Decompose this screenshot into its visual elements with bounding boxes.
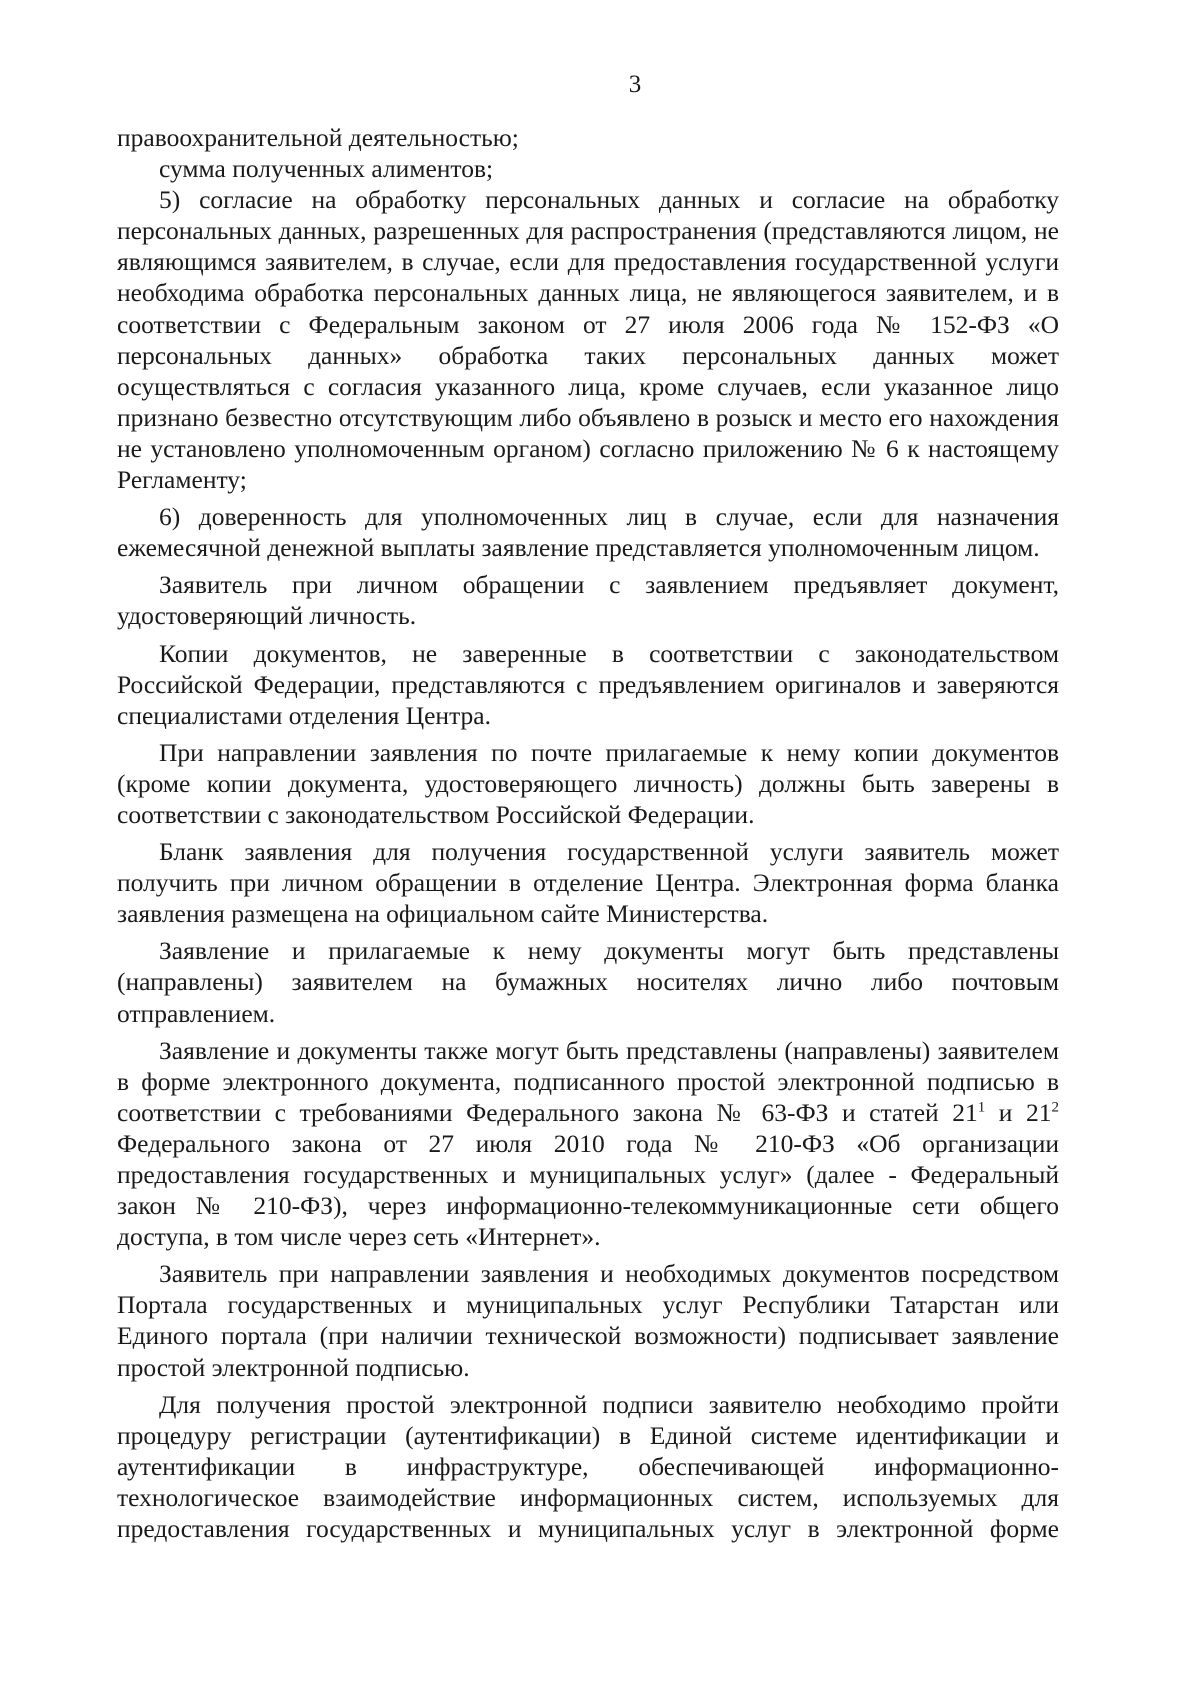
electronic-text-part-1: Заявление и документы также могут быть представлены (направлены) заявителем в форме электронного документа, подписанного простой электронной подписью в соответствии с требованиями Федерального закона № 63-ФЗ и статей 21 (117, 1035, 1059, 1127)
electronic-text-part-3: Федерального закона от 27 июля 2010 года № 210-ФЗ «Об организации предоставления государственных и муниципальных услуг» (далее - Федеральный закон № 210-ФЗ), через информационно-телекоммуникационные сети общего доступа, в том числе через сеть «Интернет». (117, 1128, 1059, 1252)
paragraph-item-5-consent: 5) согласие на обработку персональных данных и согласие на обработку персональных данных, разрешенных для распространения (представляются лицом, не являющимся заявителем, в случае, если для предоставления государственной услуги необходима обработка персональных данных лица, не являющегося заявителем, и в соответствии с Федеральным законом от 27 июля 2006 года № 152-ФЗ «О персональных данных» обработка таких персональных данных может осуществляться с согласия указанного лица, кроме случаев, если указанное лицо признано безвестно отсутствующим либо объявлено в розыск и место его нахождения не установлено уполномоченным органом) согласно приложению № 6 к настоящему Регламенту; (117, 185, 1059, 495)
paragraph-postal-submission: При направлении заявления по почте прилагаемые к нему копии документов (кроме копии документа, удостоверяющего личность) должны быть заверены в соответствии с законодательством Российской Федерации. (117, 737, 1059, 829)
superscript-1: 1 (977, 1099, 986, 1116)
paragraph-portal-signature: Заявитель при направлении заявления и необходимых документов посредством Портала государственных и муниципальных услуг Республики Татарстан или Единого портала (при наличии технической возможности) подписывает заявление простой электронной подписью. (117, 1259, 1059, 1382)
paragraph-electronic-submission (117, 1035, 1059, 1253)
electronic-text-part-2: и 21 (985, 1097, 1052, 1127)
paragraph-item-6-power-of-attorney: 6) доверенность для уполномоченных лиц в случае, если для назначения ежемесячной денежной выплаты заявление представляется уполномоченным лицом. (117, 502, 1059, 563)
page-number: 3 (628, 71, 642, 98)
paragraph-application-form: Бланк заявления для получения государственной услуги заявитель может получить при личном обращении в отделение Центра. Электронная форма бланка заявления размещена на официальном сайте Министерства. (117, 837, 1059, 929)
paragraph-paper-submission: Заявление и прилагаемые к нему документы могут быть представлены (направлены) заявителем на бумажных носителях лично либо почтовым отправлением. (117, 936, 1059, 1028)
document-body (117, 122, 1059, 1550)
paragraph-law-enforcement: правоохранительной деятельностью; (117, 123, 519, 152)
paragraph-document-copies: Копии документов, не заверенные в соответствии с законодательством Российской Федерации, представляются с предъявлением оригиналов и заверяются специалистами отделения Центра. (117, 638, 1059, 730)
paragraph-identity-document: Заявитель при личном обращении с заявлением предъявляет документ, удостоверяющий личность. (117, 570, 1059, 631)
superscript-2: 2 (1051, 1099, 1059, 1116)
paragraph-alimony: сумма полученных алиментов; (159, 154, 494, 184)
paragraph-esia-registration: Для получения простой электронной подписи заявителю необходимо пройти процедуру регистрации (аутентификации) в Единой системе идентификации и аутентификации в инфраструктуре, обеспечивающей информационно-технологическое взаимодействие информационных систем, используемых для предоставления государственных и муниципальных услуг в электронной форме (117, 1389, 1059, 1544)
